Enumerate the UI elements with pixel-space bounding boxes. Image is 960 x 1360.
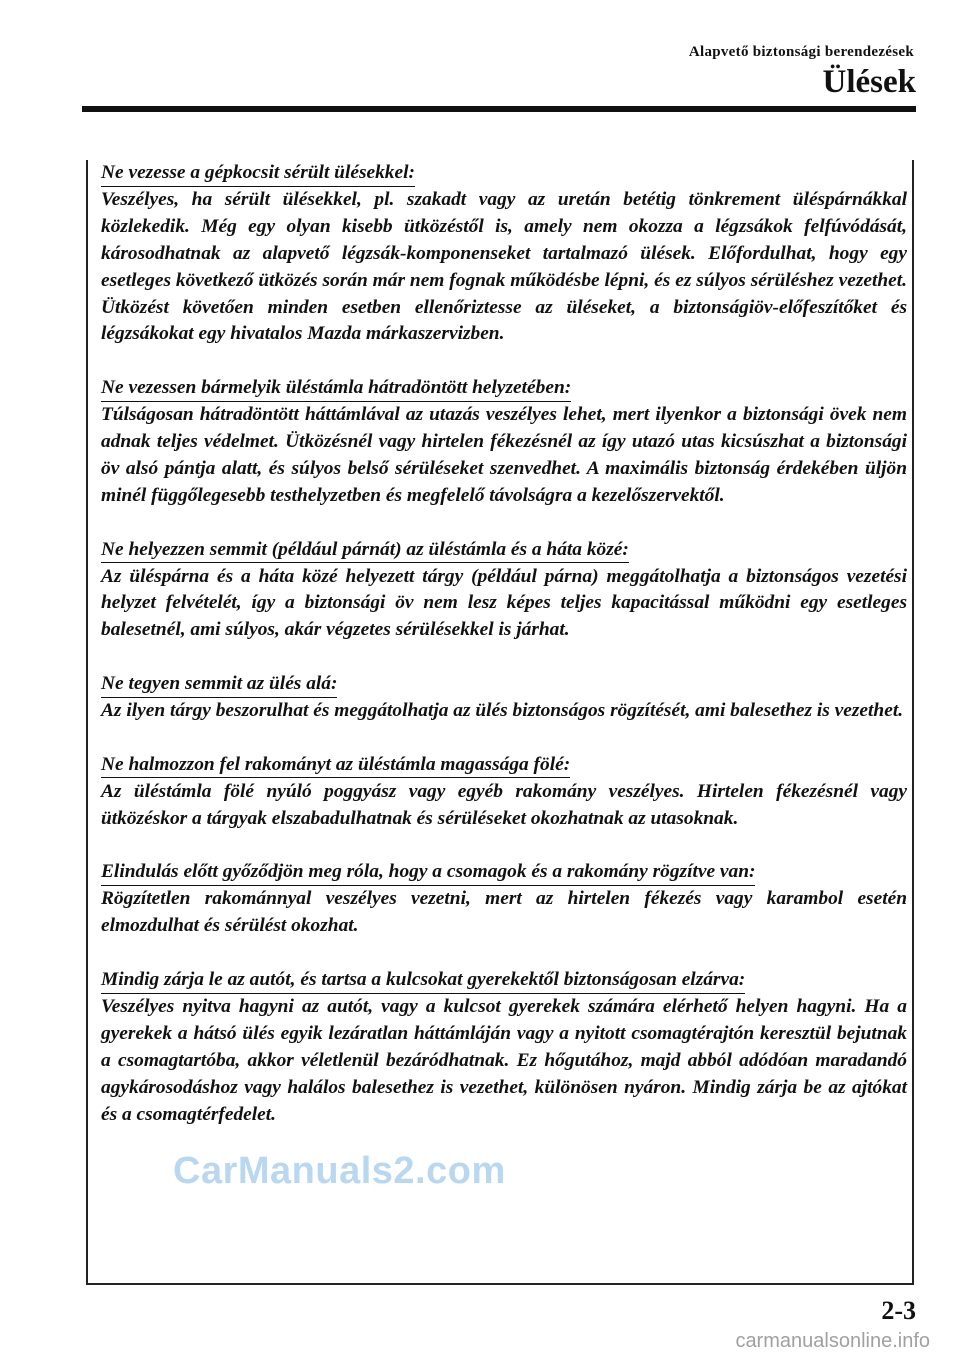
warning-section-lock-car: [101, 967, 907, 1128]
section-body: Veszélyes, ha sérült ülésekkel, pl. szakadt vagy az uretán betétig tönkrement üléspárnákkal közlekedik. Még egy olyan kisebb ütközéstől is, amely nem okozza a légzsákok felfúvódását, károsodhatnak az alapvető légzsák-komponenseket tartalmazó ülések. Előfordulhat, hogy egy esetleges következő ütközés során már nem fognak működésbe lépni, és ez súlyos sérüléshez vezethet. Ütközést követően minden esetben ellenőriztesse az üléseket, a biztonságiöv-előfeszítőket és légzsákokat egy hivatalos Mazda márkaszervizben.: [101, 188, 907, 345]
warning-content: [101, 160, 907, 1155]
section-body: Veszélyes nyitva hagyni az autót, vagy a kulcsot gyerekek számára elérhető helyen hagyni. Ha a gyerekek a hátsó ülés egyik lezáratlan háttámláján vagy a nyitott csomagtérajtón keresztül bejutnak a csomagtartóba, akkor véletlenül bezáródhatnak. Ez hőgutához, majd abból adódóan maradandó agykárosodáshoz vagy halálos balesethez is vezethet, különösen nyáron. Mindig zárja be az ajtókat és a csomagtérfedelet.: [101, 996, 907, 1125]
section-body: Az üléstámla fölé nyúló poggyász vagy egyéb rakomány veszélyes. Hirtelen fékezésnél vagy ütközéskor a tárgyak elszabadulhatnak és sérüléseket okozhatnak az utasoknak.: [101, 780, 907, 829]
section-heading: Elindulás előtt győződjön meg róla, hogy a csomagok és a rakomány rögzítve van:: [101, 859, 755, 886]
section-body: Az ilyen tárgy beszorulhat és meggátolhatja az ülés biztonságos rögzítését, ami balesethez is vezethet.: [101, 700, 904, 722]
warning-section-damaged-seats: [101, 160, 907, 348]
section-heading: Ne vezessen bármelyik üléstámla hátradöntött helyzetében:: [101, 375, 571, 402]
section-heading: Ne vezesse a gépkocsit sérült ülésekkel:: [101, 160, 415, 187]
running-header-section: Alapvető biztonsági berendezések: [688, 44, 914, 60]
warning-section-cargo-height: [101, 752, 907, 833]
page-number: 2-3: [881, 1296, 916, 1325]
footer-site-link[interactable]: carmanualsonline.info: [735, 1330, 930, 1352]
warning-section-cushion-behind-back: [101, 537, 907, 645]
section-heading: Ne tegyen semmit az ülés alá:: [101, 671, 337, 698]
header-divider: [82, 106, 916, 112]
section-body: Az üléspárna és a háta közé helyezett tárgy (például párna) meggátolhatja a biztonságos vezetési helyzet felvételét, így a biztonsági öv nem lesz képes teljes kapacitással működni egy esetleges balesetnél, ami súlyos, akár végzetes sérülésekkel is járhat.: [101, 565, 907, 641]
section-body: Túlságosan hátradöntött háttámlával az utazás veszélyes lehet, mert ilyenkor a biztonsági övek nem adnak teljes védelmet. Ütközésnél vagy hirtelen fékezésnél az így utazó utas kicsúszhat a biztonsági öv alsó pántja alatt, és súlyos belső sérüléseket szenvedhet. A maximális biztonság érdekében üljön minél függőlegesebb testhelyzetben és megfelelő távolságra a kezelőszervektől.: [101, 404, 907, 506]
section-heading: Ne halmozzon fel rakományt az üléstámla magassága fölé:: [101, 752, 570, 779]
section-heading: Mindig zárja le az autót, és tartsa a kulcsokat gyerekektől biztonságosan elzárva:: [101, 967, 745, 994]
page-title: Ülések: [822, 64, 916, 100]
warning-section-secure-cargo: [101, 859, 907, 940]
section-body: Rögzítetlen rakománnyal veszélyes vezetni, mert az hirtelen fékezés vagy karambol esetén elmozdulhat és sérülést okozhat.: [101, 888, 907, 937]
warning-section-under-seat: [101, 671, 907, 725]
warning-section-reclined-seatback: [101, 375, 907, 510]
section-heading: Ne helyezzen semmit (például párnát) az üléstámla és a háta közé:: [101, 537, 629, 564]
watermark-logo: CarManuals2.com: [173, 1150, 506, 1192]
